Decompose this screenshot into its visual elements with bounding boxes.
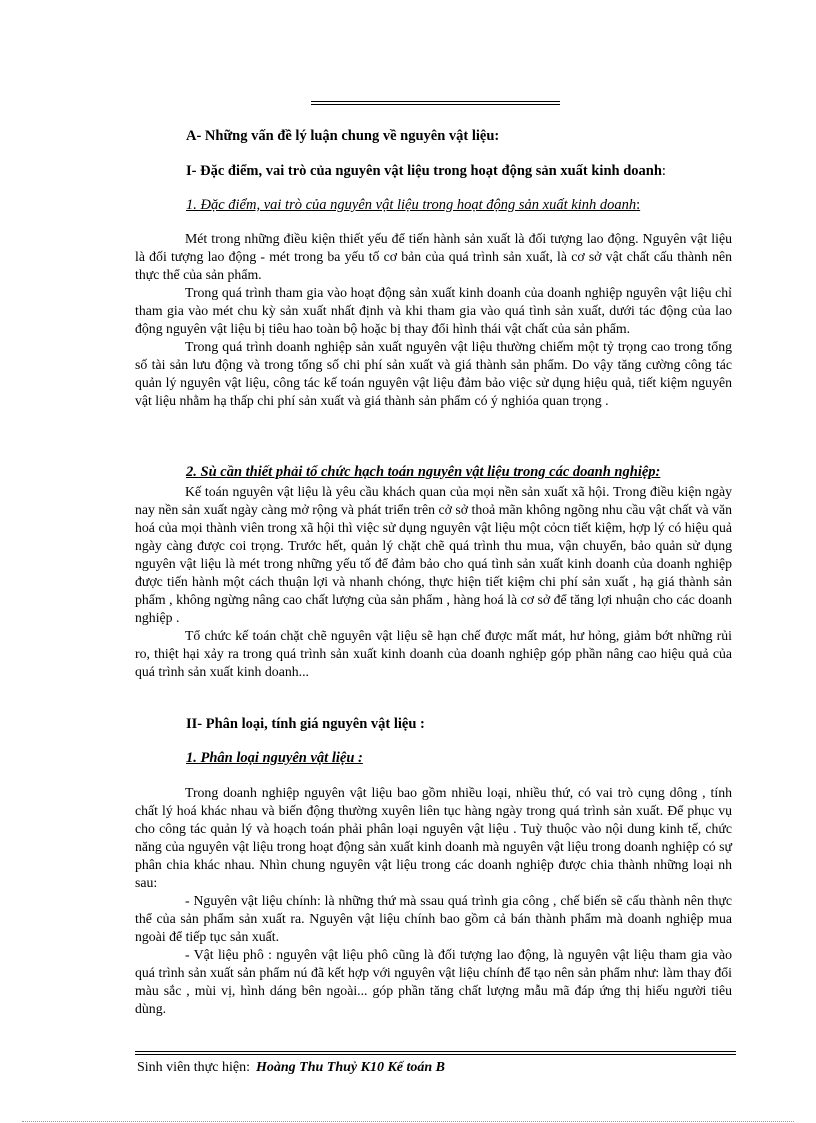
section-1-title-text: I- Đặc điểm, vai trò của nguyên vật liệu trong hoạt động sản xuất kinh doanh (186, 163, 662, 179)
section-2-title: II- Phân loại, tính giá nguyên vật liệu : (186, 716, 425, 732)
footer (137, 1060, 445, 1076)
page-bottom-dotted-line (22, 1121, 794, 1122)
paragraph-block-2 (135, 483, 732, 681)
section-1-title-colon: : (661, 163, 666, 179)
paragraph: Kế toán nguyên vật liệu là yêu cầu khách quan của mọi nền sản xuất xã hội. Trong điều kiện ngày nay nền sản xuất ngày càng mở rộng và phát triển trên cở sở thoả mãn không ngõng nhu cầu vật chất và văn hoá của mọi thành viên trong xã hội thì việc sử dụng nguyên vật liệu một cỏcn tiết kiệm, hợp lý có hiệu quả ngày càng được coi trọng. Trước hết, quản lý chặt chẽ quá trình thu mua, vận chuyển, bảo quản sử dụng nguyên vật liệu là mét trong những yếu tố để đảm bảo cho quá tình sản xuất kinh doanh của doanh nghiệp được tiến hành một cách thuận lợi và nhanh chóng, thực hiện tiết kiệm chi phí sản xuất , hạ giá thành sản phẩm , không ngừng nâng cao chất lượng của sản phẩm , hàng hoá là cơ sở để tăng lợi nhuận cho các doanh nghiệp . (135, 484, 732, 625)
subsection-1-2-title: 2. Sù cần thiết phải tổ chức hạch toán nguyên vật liệu trong các doanh nghiệp: (186, 464, 661, 480)
footer-label: Sinh viên thực hiện: (137, 1060, 250, 1075)
paragraph: Mét trong những điều kiện thiết yếu để tiến hành sản xuất là đối tượng lao động. Nguyên vật liệu là đối tượng lao động - mét trong ba yếu tố cơ bản của quá trình sản xuất, là cơ sở vật chất cấu thành nên thực thể của sản phẩm. (135, 231, 732, 282)
footer-double-rule (135, 1051, 736, 1055)
paragraph: Tổ chức kế toán chặt chẽ nguyên vật liệu sẽ hạn chế được mất mát, hư hỏng, giảm bớt những rủi ro, thiệt hại xảy ra trong quá trình sản xuất kinh doanh của doanh nghiệp góp phần nâng cao hiệu quả của quá trình sản xuất kinh doanh... (135, 628, 732, 679)
paragraph-block-1 (135, 230, 732, 410)
top-double-rule (311, 101, 560, 105)
footer-author: Hoàng Thu Thuỷ K10 Kế toán B (255, 1060, 446, 1075)
paragraph: Trong doanh nghiệp nguyên vật liệu bao gồm nhiều loại, nhiều thứ, có vai trò cụng dông , tính chất lý hoá khác nhau và biến động thường xuyên liên tục hàng ngày trong quá trình sản xuất. Để phục vụ cho công tác quản lý và hoạch toán phải phân loại nguyên vật liệu . Tuỳ thuộc vào nội dung kinh tế, chức năng của nguyên vật liệu trong hoạt động sản xuất kinh doanh mà nguyên vật liệu trong doanh nghiệp có sự phân chia khác nhau. Nhìn chung nguyên vật liệu trong các doanh nghiệp được chia thành những loại nh sau: (135, 785, 732, 890)
paragraph: - Nguyên vật liệu chính: là những thứ mà ssau quá trình gia công , chế biến sẽ cấu thành nên thực thể của sản phẩm sản xuất ra. Nguyên vật liệu chính bao gồm cả bán thành phẩm mà doanh nghiệp mua ngoài để tiếp tục sản xuất. (135, 893, 732, 944)
section-a-title: A- Những vấn đề lý luận chung về nguyên vật liệu: (186, 128, 500, 144)
paragraph: Trong quá trình doanh nghiệp sản xuất nguyên vật liệu thường chiếm một tỷ trọng cao trong tổng số tài sản lưu động và trong tổng số chi phí sản xuất và giá thành sản phẩm. Do vậy tăng cường công tác quản lý nguyên vật liệu, công tác kế toán nguyên vật liệu đảm bảo việc sử dụng hiệu quả, tiết kiệm nguyên vật liệu nhằm hạ thấp chi phí sản xuất và giá thành sản phẩm có ý nghióa quan trọng . (135, 339, 732, 408)
paragraph: Trong quá trình tham gia vào hoạt động sản xuất kinh doanh của doanh nghiệp nguyên vật liệu chỉ tham gia vào mét chu kỳ sản xuất nhất định và khi tham gia vào quá tình sản xuất, dưới tác động của lao động nguyên vật liệu bị tiêu hao toàn bộ hoặc bị thay đổi hình thái vật chất của sản phẩm. (135, 285, 732, 336)
subsection-1-1-title (186, 197, 640, 214)
paragraph: - Vật liệu phô : nguyên vật liệu phô cũng là đối tượng lao động, là nguyên vật liệu tham gia vào quá trình sản xuất sản phẩm nú đã kết hợp với nguyên vật liệu chính để tạo nên sản phẩm như: làm thay đổi màu sắc , mùi vị, hình dáng bên ngoài... góp phần tăng chất lượng mẫu mã đáp ứng thị hiếu người tiêu dùng. (135, 947, 732, 1016)
subsection-2-1-title: 1. Phân loại nguyên vật liệu : (186, 750, 363, 766)
section-1-title (186, 163, 666, 180)
paragraph-block-3 (135, 784, 732, 1018)
subsection-1-1-title-colon: : (636, 197, 641, 213)
subsection-1-1-title-text: 1. Đặc điểm, vai trò của nguyên vật liệu trong hoạt động sản xuất kinh doanh (186, 197, 637, 213)
